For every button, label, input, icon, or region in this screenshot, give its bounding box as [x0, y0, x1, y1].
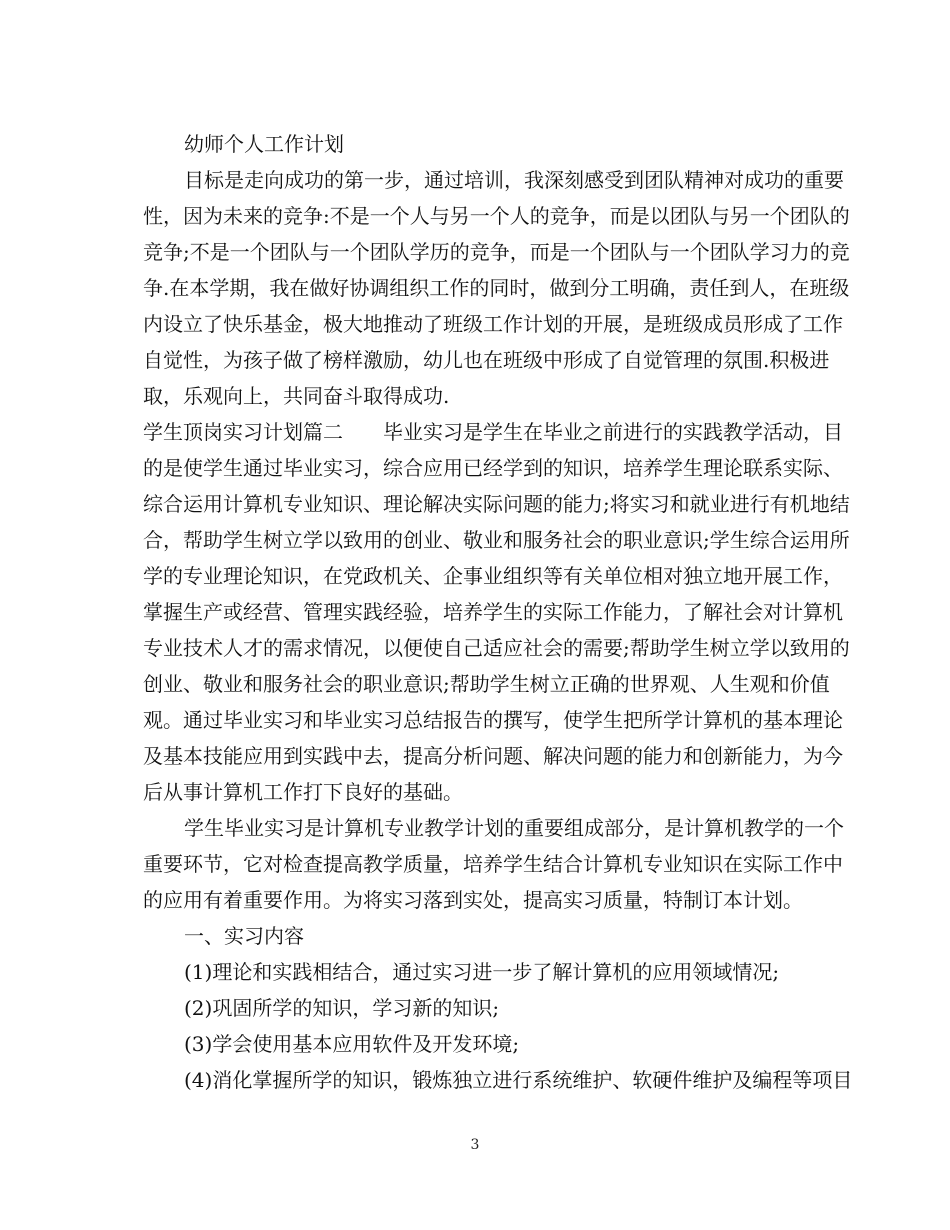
text-line: 竞争;不是一个团队与一个团队学历的竞争，而是一个团队与一个团队学习力的竞 — [143, 240, 850, 264]
text-line: 观。通过毕业实习和毕业实习总结报告的撰写，使学生把所学计算机的基本理论 — [143, 708, 843, 732]
text-line: 争.在本学期，我在做好协调组织工作的同时，做到分工明确，责任到人，在班级 — [143, 276, 850, 300]
subsection-heading: 一、实习内容 — [184, 924, 304, 948]
text-line: 学的专业理论知识，在党政机关、企事业组织等有关单位相对独立地开展工作， — [143, 564, 843, 588]
list-item: (4)消化掌握所学的知识，锻炼独立进行系统维护、软硬件维护及编程等项目 — [184, 1068, 853, 1092]
text-line: 掌握生产或经营、管理实践经验，培养学生的实际工作能力，了解社会对计算机 — [143, 600, 843, 624]
list-item: (3)学会使用基本应用软件及开发环境; — [184, 1032, 520, 1056]
document-title: 幼师个人工作计划 — [184, 132, 344, 156]
text-line: 后从事计算机工作打下良好的基础。 — [143, 780, 463, 804]
text-line: 内设立了快乐基金，极大地推动了班级工作计划的开展，是班级成员形成了工作 — [143, 312, 843, 336]
list-item: (2)巩固所学的知识，学习新的知识; — [184, 996, 500, 1020]
list-item: (1)理论和实践相结合，通过实习进一步了解计算机的应用领域情况; — [184, 960, 780, 984]
text-line: 的是使学生通过毕业实习，综合应用已经学到的知识，培养学生理论联系实际、 — [143, 456, 843, 480]
section-heading-line: 学生顶岗实习计划篇二 毕业实习是学生在毕业之前进行的实践教学活动，目 — [143, 420, 843, 444]
text-line: 及基本技能应用到实践中去，提高分析问题、解决问题的能力和创新能力，为今 — [143, 744, 843, 768]
text-line: 重要环节，它对检查提高教学质量，培养学生结合计算机专业知识在实际工作中 — [143, 852, 843, 876]
text-line: 创业、敬业和服务社会的职业意识;帮助学生树立正确的世界观、人生观和价值 — [143, 672, 830, 696]
text-line: 合，帮助学生树立学以致用的创业、敬业和服务社会的职业意识;学生综合运用所 — [143, 528, 850, 552]
text-line: 的应用有着重要作用。为将实习落到实处，提高实习质量，特制订本计划。 — [143, 888, 803, 912]
text-line: 目标是走向成功的第一步，通过培训，我深刻感受到团队精神对成功的重要 — [184, 168, 844, 192]
text-line: 取，乐观向上，共同奋斗取得成功. — [143, 384, 450, 408]
page-number: 3 — [470, 1137, 480, 1153]
text-line: 专业技术人才的需求情况，以便使自己适应社会的需要;帮助学生树立学以致用的 — [143, 636, 850, 660]
text-line: 学生毕业实习是计算机专业教学计划的重要组成部分，是计算机教学的一个 — [184, 816, 844, 840]
text-line: 综合运用计算机专业知识、理论解决实际问题的能力;将实习和就业进行有机地结 — [143, 492, 850, 516]
text-line: 自觉性，为孩子做了榜样激励，幼儿也在班级中形成了自觉管理的氛围.积极进 — [143, 348, 830, 372]
text-line: 性，因为未来的竞争:不是一个人与另一个人的竞争，而是以团队与另一个团队的 — [143, 204, 850, 228]
